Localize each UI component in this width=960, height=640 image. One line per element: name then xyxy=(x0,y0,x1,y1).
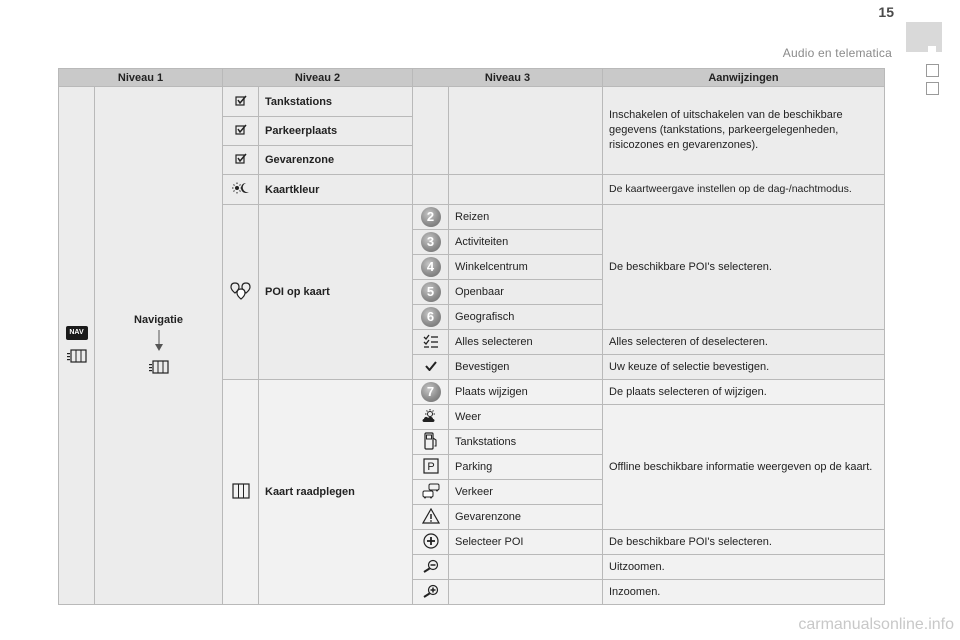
empty-cell xyxy=(449,580,603,605)
zoom-in-icon[interactable] xyxy=(413,580,449,605)
openbaar-option[interactable]: Openbaar xyxy=(449,280,603,305)
fuel-pump-icon[interactable] xyxy=(413,430,449,455)
winkelcentrum-option[interactable]: Winkelcentrum xyxy=(449,255,603,280)
navigatie-label: Navigatie xyxy=(134,313,183,326)
parking-option[interactable]: Parking xyxy=(449,455,603,480)
map-menu-icon xyxy=(95,359,222,378)
map-menu-icon xyxy=(59,348,94,367)
side-checkbox-2 xyxy=(926,82,939,95)
traffic-icon[interactable] xyxy=(413,480,449,505)
zoom-out-description: Uitzoomen. xyxy=(603,555,885,580)
svg-text:P: P xyxy=(426,460,435,473)
checkmark-icon[interactable] xyxy=(413,355,449,380)
poi-description: De beschikbare POI's selecteren. xyxy=(603,205,885,330)
move-description: De plaats selecteren of wijzigen. xyxy=(603,380,885,405)
confirm-description: Uw keuze of selectie bevestigen. xyxy=(603,355,885,380)
zoom-out-icon[interactable] xyxy=(413,555,449,580)
side-tab-marker xyxy=(928,46,936,54)
geografisch-option[interactable]: Geografisch xyxy=(449,305,603,330)
level2-navigatie-cell xyxy=(95,87,223,605)
header-aanwijzingen: Aanwijzingen xyxy=(603,69,885,87)
level1-cell xyxy=(59,87,95,605)
header-niveau-3: Niveau 3 xyxy=(413,69,603,87)
arrow-down-icon xyxy=(154,330,164,352)
checkbox-icon[interactable] xyxy=(223,146,259,175)
activiteiten-option[interactable]: Activiteiten xyxy=(449,230,603,255)
alles-selecteren-option[interactable]: Alles selecteren xyxy=(449,330,603,355)
tankstations-option[interactable]: Tankstations xyxy=(259,87,413,117)
section-title: Audio en telematica xyxy=(782,46,892,60)
empty-cell xyxy=(449,175,603,205)
number-badge: 6 xyxy=(413,305,449,330)
empty-cell xyxy=(449,555,603,580)
offline-info-description: Offline beschikbare informatie weergeven op de kaart. xyxy=(603,405,885,530)
verkeer-option[interactable]: Verkeer xyxy=(449,480,603,505)
number-badge: 7 xyxy=(413,380,449,405)
empty-cell xyxy=(413,175,449,205)
toggle-data-description: Inschakelen of uitschakelen van de beschikbare gegevens (tankstations, parkeergelegenheden, risicozones en gevarenzones). xyxy=(603,87,885,175)
table-header-row xyxy=(59,69,885,87)
nav-badge: NAV xyxy=(59,325,94,340)
zoom-in-description: Inzoomen. xyxy=(603,580,885,605)
select-all-description: Alles selecteren of deselecteren. xyxy=(603,330,885,355)
plaats-wijzigen-option[interactable]: Plaats wijzigen xyxy=(449,380,603,405)
bevestigen-option[interactable]: Bevestigen xyxy=(449,355,603,380)
day-night-icon[interactable] xyxy=(223,175,259,205)
empty-cell xyxy=(413,87,449,175)
gevarenzone-info-option[interactable]: Gevarenzone xyxy=(449,505,603,530)
poi-icon[interactable] xyxy=(223,205,259,380)
tankstations-info-option[interactable]: Tankstations xyxy=(449,430,603,455)
side-tab xyxy=(906,22,942,52)
parking-icon[interactable] xyxy=(413,455,449,480)
weer-option[interactable]: Weer xyxy=(449,405,603,430)
side-checkbox-1 xyxy=(926,64,939,77)
parkeerplaats-option[interactable]: Parkeerplaats xyxy=(259,117,413,146)
table-row xyxy=(59,87,885,117)
kaartkleur-description: De kaartweergave instellen op de dag-/nachtmodus. xyxy=(603,175,885,205)
number-badge: 3 xyxy=(413,230,449,255)
menu-table xyxy=(58,68,885,605)
header-niveau-1: Niveau 1 xyxy=(59,69,223,87)
page-number: 15 xyxy=(878,4,894,20)
kaartkleur-option[interactable]: Kaartkleur xyxy=(259,175,413,205)
watermark: carmanualsonline.info xyxy=(798,616,954,633)
warning-icon[interactable] xyxy=(413,505,449,530)
empty-cell xyxy=(449,87,603,175)
select-poi-description: De beschikbare POI's selecteren. xyxy=(603,530,885,555)
weather-icon[interactable] xyxy=(413,405,449,430)
checkbox-icon[interactable] xyxy=(223,87,259,117)
header-niveau-2: Niveau 2 xyxy=(223,69,413,87)
gevarenzone-option[interactable]: Gevarenzone xyxy=(259,146,413,175)
add-circle-icon[interactable] xyxy=(413,530,449,555)
number-badge: 4 xyxy=(413,255,449,280)
kaart-raadplegen-option[interactable]: Kaart raadplegen xyxy=(259,380,413,605)
reizen-option[interactable]: Reizen xyxy=(449,205,603,230)
poi-op-kaart-option[interactable]: POI op kaart xyxy=(259,205,413,380)
number-badge: 5 xyxy=(413,280,449,305)
map-icon[interactable] xyxy=(223,380,259,605)
selecteer-poi-option[interactable]: Selecteer POI xyxy=(449,530,603,555)
checkbox-icon[interactable] xyxy=(223,117,259,146)
select-all-icon[interactable] xyxy=(413,330,449,355)
number-badge: 2 xyxy=(413,205,449,230)
